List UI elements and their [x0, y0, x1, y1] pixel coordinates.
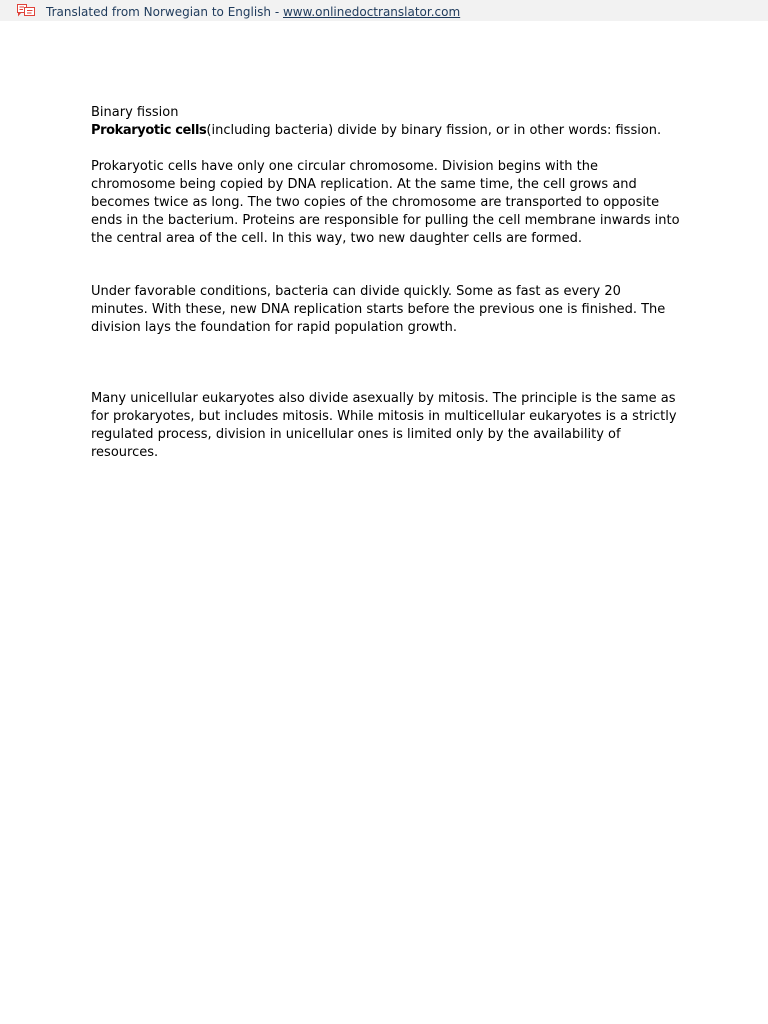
banner-text: [46, 5, 460, 20]
document-translate-icon: [17, 2, 35, 15]
lead-rest: (including bacteria) divide by binary fission, or in other words: fission.: [206, 123, 662, 138]
paragraph-unicellular-eukaryotes: Many unicellular eukaryotes also divide asexually by mitosis. The principle is the same as for prokaryotes, but includes mitosis. While mitosis in multicellular eukaryotes is a strictly regulated process, division in unicellular ones is limited only by the availability of resources.: [91, 391, 677, 460]
lead-bold-term: Prokaryotic cells: [91, 123, 207, 138]
translation-banner: [0, 0, 768, 21]
document-body: [91, 104, 681, 462]
paragraph-favorable-conditions: Under favorable conditions, bacteria can divide quickly. Some as fast as every 20 minutes. With these, new DNA replication starts before the previous one is finished. The division lays the foundation for rapid population growth.: [91, 284, 666, 335]
lead-sentence: [91, 122, 681, 140]
banner-prefix: Translated from Norwegian to English -: [46, 5, 283, 19]
document-heading: Binary fission: [91, 105, 179, 120]
translator-link[interactable]: www.onlinedoctranslator.com: [282, 5, 461, 19]
paragraph-chromosome-division: Prokaryotic cells have only one circular chromosome. Division begins with the chromosome being copied by DNA replication. At the same time, the cell grows and becomes twice as long. The two copies of the chromosome are transported to opposite ends in the bacterium. Proteins are responsible for pulling the cell membrane inwards into the central area of the cell. In this way, two new daughter cells are formed.: [91, 159, 680, 246]
